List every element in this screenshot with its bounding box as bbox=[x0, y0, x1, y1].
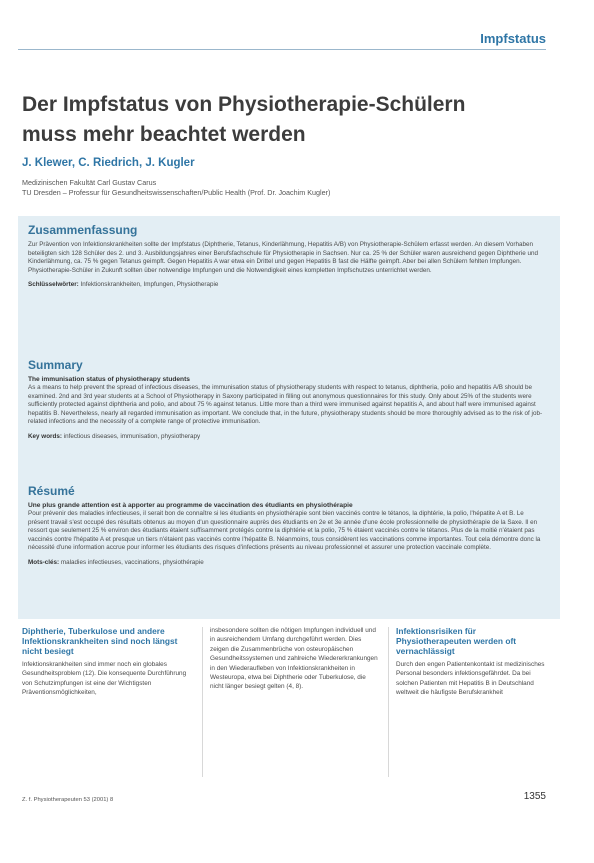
abstract-text-en: As a means to help prevent the spread of infectious diseases, the immunisation status of physiotherapy students with respect to tetanus, diphtheria, polio and hepatitis A/B should be examined. 2nd and 3rd year students at a School of Physiotherapy in Saxony participated in filling out anonymous questionnaires for this study. Only about 25% of the students were sufficiently protected against diphtheria and polio, and about 75 % against tetanus. Little more than a third were immunised against hepatitis A, and about half were immunised against hepatitis B. Nevertheless, nearly all regarded immunisation as important. We conclude that, in the future, physiotherapy students should be more thoroughly advised as to the risk of job-related infections and the necessity of a complete range of protective immunisation. bbox=[28, 384, 543, 426]
abstract-subtitle-en: The immunisation status of physiotherapy students bbox=[28, 376, 190, 383]
page-number: 1355 bbox=[523, 791, 546, 802]
column-3-heading: Infektionsrisiken für Physiotherapeuten werden oft vernachlässigt bbox=[396, 626, 517, 656]
abstract-heading-de: Zusammenfassung bbox=[28, 223, 138, 237]
keywords-value-de: Infektionskrankheiten, Impfungen, Physiotherapie bbox=[80, 281, 219, 289]
keywords-value-fr: maladies infectieuses, vaccinations, physiothérapie bbox=[60, 558, 204, 566]
column-3-text: Durch den engen Patientenkontakt ist medizinisches Personal besonders infektionsgefährdet. Da bei solchen Patienten mit Hepatitis B in Deutschland weltweit die häufigste Berufskrankheit bbox=[396, 661, 545, 697]
column-2-text: insbesondere sollten die nötigen Impfungen individuell und in ausreichendem Umfang durchgeführt werden. Dies zeigen die Zusammenbrüche von osteuropäischen Gesundheitssystemen und zahlreiche Wiedererkrankungen in den Wiederaufleben von Infektionskrankheiten in Westeuropa, etwa bei Diphtherie oder Tuberkulose, die nicht länger besiegt gelten (4, 8). bbox=[210, 627, 378, 691]
body-column-1 bbox=[22, 626, 192, 698]
keywords-en bbox=[28, 433, 546, 440]
keywords-value-en: infectious diseases, immunisation, physiotherapy bbox=[63, 432, 201, 440]
column-1-text: Infektionskrankheiten sind immer noch ein globales Gesundheitsproblem (12). Die konsequente Durchführung von Schutzimpfungen ist eine der Wichtigsten Präventionsmöglichkeiten, bbox=[22, 661, 187, 697]
abstract-box bbox=[18, 216, 560, 619]
keywords-label-en: Key words: bbox=[28, 432, 62, 440]
keywords-de bbox=[28, 281, 546, 288]
affiliation-line-1: Medizinischen Fakultät Carl Gustav Carus bbox=[22, 178, 157, 187]
abstract-heading-fr: Résumé bbox=[28, 484, 75, 498]
authors: J. Klewer, C. Riedrich, J. Kugler bbox=[22, 157, 195, 169]
column-divider bbox=[202, 627, 203, 777]
affiliation bbox=[22, 178, 562, 197]
abstract-heading-en: Summary bbox=[28, 358, 83, 372]
journal-reference: Z. f. Physiotherapeuten 53 (2001) 8 bbox=[22, 797, 114, 803]
abstract-subtitle-fr: Une plus grande attention est à apporter au programme de vaccination des étudiants en physiothérapie bbox=[28, 502, 353, 509]
section-tag: Impfstatus bbox=[480, 31, 546, 46]
body-column-2 bbox=[210, 626, 380, 692]
abstract-text-fr: Pour prévenir des maladies infectieuses, il serait bon de connaître si les étudiants en physiothérapie sont bien vaccinés contre le tétanos, la diphtérie, la polio, l'hépatite A et B. Le présent travail s'est occupé des résultats obtenus au moyen d'un questionnaire auprès des étudiants en 2e et 3e année d'une école professionnelle de physiothérapie de la Saxe. Il en ressort que seulement 25 % environ des étudiants étaient suffisamment protégés contre la diphtérie et la polio, 75 % étaient vaccinés contre le tétanos. Plus de la moitié n'étaient pas vaccinés contre l'hépatite A et presque un tiers n'étaient pas vaccinés contre l'hépatite B. Néanmoins, tous considèrent les vaccinations comme importantes. Tout cela démontre donc la nécessité d'une information accrue pour informer les étudiants des risques d'infections présents au niveau professionnel et assurer une protection vaccinale complète. bbox=[28, 510, 541, 552]
keywords-label-fr: Mots-clés: bbox=[28, 558, 60, 566]
abstract-french bbox=[28, 484, 546, 566]
keywords-label-de: Schlüsselwörter: bbox=[28, 281, 79, 289]
header-rule bbox=[18, 49, 546, 50]
article-title bbox=[22, 90, 562, 150]
column-divider bbox=[388, 627, 389, 777]
column-1-heading: Diphtherie, Tuberkulose und andere Infektionskrankheiten sind noch längst nicht besiegt bbox=[22, 626, 178, 656]
keywords-fr bbox=[28, 559, 546, 566]
abstract-text-de: Zur Prävention von Infektionskrankheiten sollte der Impfstatus (Diphtherie, Tetanus, Kinderlähmung, Hepatitis A/B) von Physiotherapie-Schülern erfasst werden. An diesem Vorhaben beteiligten sich 128 Schüler des 2. und 3. Ausbildungsjahres einer Berufsfachschule für Physiotherapie in Sachsen. Nur ca. 25 % der Schüler waren ausreichend gegen Diphtherie und Kinderlähmung, ca. 75 % gegen Tetanus geimpft. Gegen Hepatitis A war etwa ein Drittel und gegen Hepatitis B fast die Hälfte geimpft. Aber bei allen Schülern fehlten Impfungen. Physiotherapie-Schüler in Zukunft sollten über notwendige Impfungen und die Notwendigkeit eines kompletten Impfschutzes unterrichtet werden. bbox=[28, 241, 539, 274]
abstract-german bbox=[28, 223, 546, 288]
title-line-2: muss mehr beachtet werden bbox=[22, 123, 306, 146]
abstract-english bbox=[28, 358, 546, 440]
affiliation-line-2: TU Dresden – Professur für Gesundheitswissenschaften/Public Health (Prof. Dr. Joachim Kugler) bbox=[22, 187, 331, 197]
title-line-1: Der Impfstatus von Physiotherapie-Schülern bbox=[22, 93, 466, 116]
body-column-3 bbox=[396, 626, 552, 698]
